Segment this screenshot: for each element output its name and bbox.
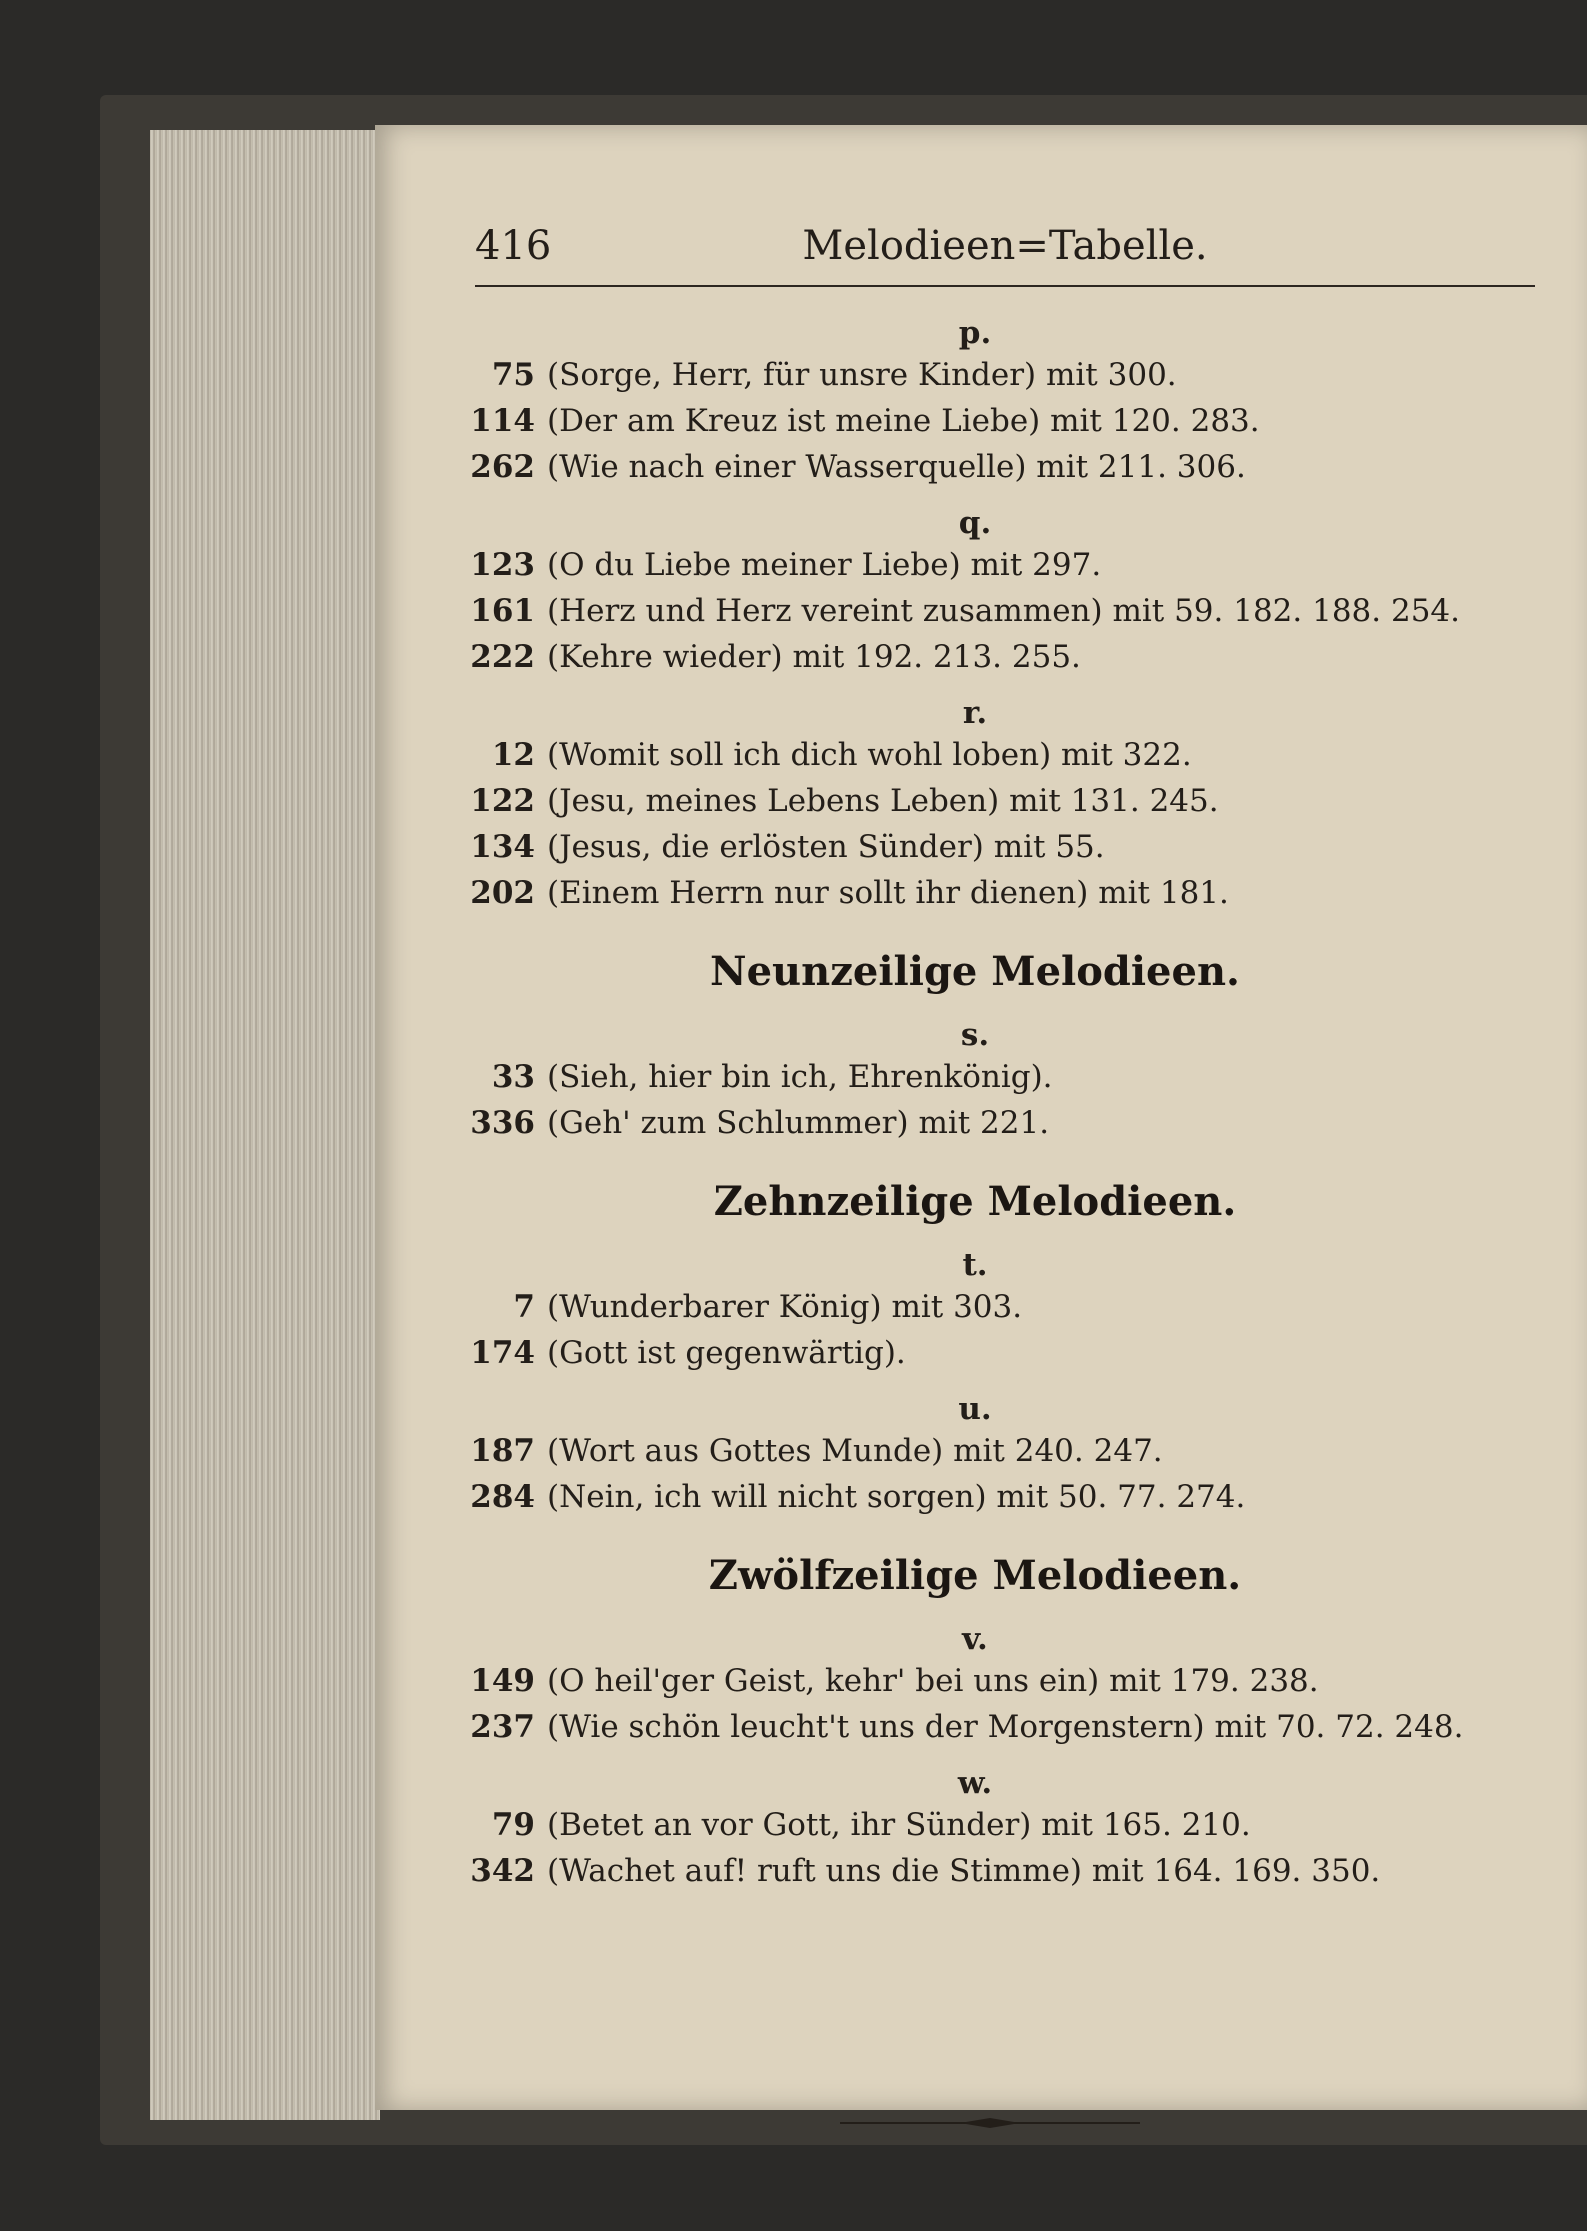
group-letter: t. — [962, 1247, 988, 1283]
hymn-number: 79 — [491, 1807, 535, 1843]
group-letter: s. — [960, 1017, 990, 1053]
melody-text: (Der am Kreuz ist meine Liebe) mit 120. 283. — [547, 403, 1260, 439]
melody-entry — [455, 778, 1495, 824]
hymn-number: 7 — [513, 1289, 535, 1325]
melody-text: (Wort aus Gottes Munde) mit 240. 247. — [547, 1433, 1163, 1469]
melody-entry — [455, 1330, 1495, 1376]
melody-entry — [455, 1474, 1495, 1520]
melody-entry — [455, 870, 1495, 916]
group-letter: u. — [958, 1391, 992, 1427]
hymn-number: 75 — [491, 357, 535, 393]
hymn-number: 149 — [470, 1663, 535, 1699]
melody-text: (Wie schön leucht't uns der Morgenstern) mit 70. 72. 248. — [547, 1709, 1464, 1745]
melody-text: (Nein, ich will nicht sorgen) mit 50. 77. 274. — [547, 1479, 1246, 1515]
section-title: Zehnzeilige Melodieen. — [713, 1178, 1237, 1225]
hymn-number: 134 — [470, 829, 535, 865]
melody-entry — [455, 1704, 1495, 1750]
hymn-number: 123 — [470, 547, 535, 583]
hymn-number: 336 — [470, 1105, 535, 1141]
melody-entry — [455, 1428, 1495, 1474]
hymn-number: 187 — [470, 1433, 535, 1469]
melody-text: (Jesu, meines Lebens Leben) mit 131. 245. — [547, 783, 1219, 819]
page-header — [475, 215, 1535, 287]
section-title: Neunzeilige Melodieen. — [710, 948, 1240, 995]
melody-text: (Herz und Herz vereint zusammen) mit 59. 182. 188. 254. — [547, 593, 1461, 629]
page-number: 416 — [475, 223, 552, 269]
melody-entry — [455, 542, 1495, 588]
hymn-number: 114 — [470, 403, 535, 439]
page-edges — [150, 130, 380, 2120]
melody-entry — [455, 444, 1495, 490]
melody-text: (Wie nach einer Wasserquelle) mit 211. 306. — [547, 449, 1246, 485]
melody-text: (O du Liebe meiner Liebe) mit 297. — [547, 547, 1102, 583]
hymn-number: 342 — [470, 1853, 535, 1889]
melody-entry — [455, 588, 1495, 634]
melody-text: (Einem Herrn nur sollt ihr dienen) mit 181. — [547, 875, 1229, 911]
melody-entry — [455, 1848, 1495, 1894]
melody-entry — [455, 398, 1495, 444]
group-letter: v. — [962, 1621, 988, 1657]
hymn-number: 122 — [470, 783, 535, 819]
melody-text: (Sorge, Herr, für unsre Kinder) mit 300. — [547, 357, 1177, 393]
melody-entry — [455, 1284, 1495, 1330]
melody-entry — [455, 352, 1495, 398]
melody-text: (Womit soll ich dich wohl loben) mit 322. — [547, 737, 1192, 773]
hymn-number: 237 — [470, 1709, 535, 1745]
melody-text: (Gott ist gegenwärtig). — [547, 1335, 906, 1371]
hymn-number: 222 — [470, 639, 535, 675]
hymn-number: 33 — [491, 1059, 535, 1095]
hymn-number: 12 — [491, 737, 535, 773]
melody-text: (Jesus, die erlösten Sünder) mit 55. — [547, 829, 1105, 865]
group-letter: r. — [962, 695, 988, 731]
melody-text: (Kehre wieder) mit 192. 213. 255. — [547, 639, 1081, 675]
melody-text: (Betet an vor Gott, ihr Sünder) mit 165. 210. — [547, 1807, 1251, 1843]
melody-text: (Geh' zum Schlummer) mit 221. — [547, 1105, 1050, 1141]
melody-table — [455, 300, 1495, 1894]
melody-entry — [455, 1658, 1495, 1704]
group-letter: w. — [957, 1765, 993, 1801]
melody-entry — [455, 634, 1495, 680]
group-letter: q. — [958, 505, 992, 541]
melody-entry — [455, 1054, 1495, 1100]
melody-text: (Wunderbarer König) mit 303. — [547, 1289, 1023, 1325]
hymn-number: 161 — [470, 593, 535, 629]
section-title: Zwölfzeilige Melodieen. — [708, 1552, 1242, 1599]
group-letter: p. — [958, 315, 992, 351]
hymn-number: 284 — [470, 1479, 535, 1515]
running-title: Melodieen=Tabelle. — [802, 223, 1208, 269]
melody-entry — [455, 824, 1495, 870]
melody-text: (O heil'ger Geist, kehr' bei uns ein) mit 179. 238. — [547, 1663, 1319, 1699]
book-page — [375, 125, 1587, 2110]
melody-entry — [455, 732, 1495, 778]
melody-text: (Sieh, hier bin ich, Ehrenkönig). — [547, 1059, 1053, 1095]
hymn-number: 262 — [470, 449, 535, 485]
hymn-number: 174 — [470, 1335, 535, 1371]
melody-entry — [455, 1100, 1495, 1146]
melody-text: (Wachet auf! ruft uns die Stimme) mit 164. 169. 350. — [547, 1853, 1381, 1889]
end-ornament — [840, 2113, 1140, 2133]
hymn-number: 202 — [470, 875, 535, 911]
melody-entry — [455, 1802, 1495, 1848]
